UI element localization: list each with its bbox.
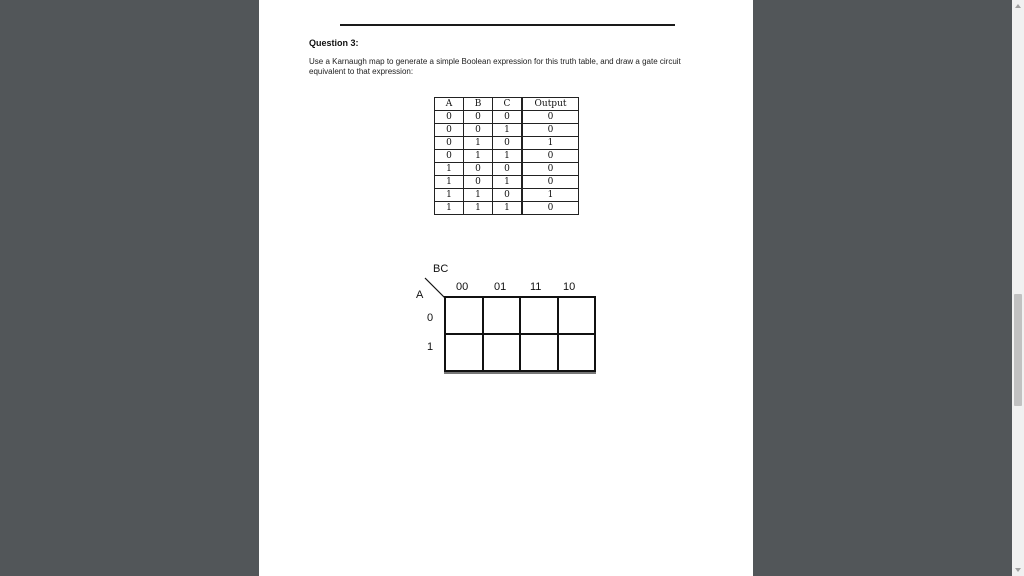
kmap-cell	[483, 297, 521, 334]
cell: 0	[493, 137, 523, 150]
cell: 1	[464, 202, 493, 215]
cell: 1	[493, 124, 523, 137]
kmap-cell	[558, 334, 596, 371]
cell: 1	[522, 137, 579, 150]
horizontal-rule	[340, 24, 675, 26]
cell: 1	[493, 202, 523, 215]
document-page	[259, 0, 753, 576]
table-row	[435, 202, 579, 215]
kmap-cell	[483, 334, 521, 371]
cell: 0	[522, 202, 579, 215]
cell: 1	[435, 189, 464, 202]
kmap-row-variable: A	[416, 289, 424, 301]
kmap-row-label: 1	[427, 341, 434, 353]
scroll-down-icon[interactable]	[1015, 568, 1021, 572]
table-row	[435, 163, 579, 176]
cell: 0	[522, 111, 579, 124]
table-row	[435, 111, 579, 124]
cell: 1	[435, 202, 464, 215]
cell: 0	[493, 189, 523, 202]
kmap-cell	[520, 297, 558, 334]
kmap-cell	[520, 334, 558, 371]
scrollbar-thumb[interactable]	[1014, 294, 1022, 406]
kmap-cell	[445, 297, 483, 334]
cell: 1	[435, 163, 464, 176]
cell: 0	[464, 111, 493, 124]
table-row	[435, 150, 579, 163]
cell: 0	[522, 176, 579, 189]
cell: 0	[493, 163, 523, 176]
table-row	[435, 124, 579, 137]
table-row	[435, 189, 579, 202]
kmap-cell	[445, 334, 483, 371]
kmap-grid	[444, 296, 596, 372]
cell: 0	[464, 124, 493, 137]
cell: 1	[493, 150, 523, 163]
header-b: B	[464, 98, 493, 111]
cell: 1	[435, 176, 464, 189]
cell: 1	[464, 189, 493, 202]
header-c: C	[493, 98, 523, 111]
header-a: A	[435, 98, 464, 111]
question-title: Question 3:	[309, 38, 359, 48]
table-row	[435, 137, 579, 150]
cell: 1	[464, 150, 493, 163]
cell: 1	[522, 189, 579, 202]
kmap-row-label: 0	[427, 312, 434, 324]
kmap-cell	[558, 297, 596, 334]
kmap-col-label: 01	[494, 281, 507, 293]
kmap-col-variable: BC	[433, 263, 449, 275]
cell: 1	[464, 137, 493, 150]
kmap-col-label: 11	[530, 281, 542, 293]
cell: 0	[435, 137, 464, 150]
cell: 0	[522, 163, 579, 176]
kmap-col-label: 10	[563, 281, 576, 293]
header-output: Output	[522, 98, 579, 111]
cell: 0	[464, 163, 493, 176]
table-row	[435, 176, 579, 189]
cell: 0	[464, 176, 493, 189]
cell: 0	[435, 111, 464, 124]
cell: 0	[493, 111, 523, 124]
cell: 0	[522, 124, 579, 137]
cell: 0	[435, 150, 464, 163]
truth-table-header	[435, 98, 579, 111]
cell: 0	[435, 124, 464, 137]
kmap-col-label: 00	[456, 281, 469, 293]
cell: 1	[493, 176, 523, 189]
vertical-scrollbar[interactable]	[1012, 0, 1024, 576]
question-text: Use a Karnaugh map to generate a simple Boolean expression for this truth table, and draw a gate circuit equivalent to that expression:	[309, 57, 681, 76]
truth-table	[434, 97, 579, 215]
cell: 0	[522, 150, 579, 163]
scroll-up-icon[interactable]	[1015, 4, 1021, 8]
